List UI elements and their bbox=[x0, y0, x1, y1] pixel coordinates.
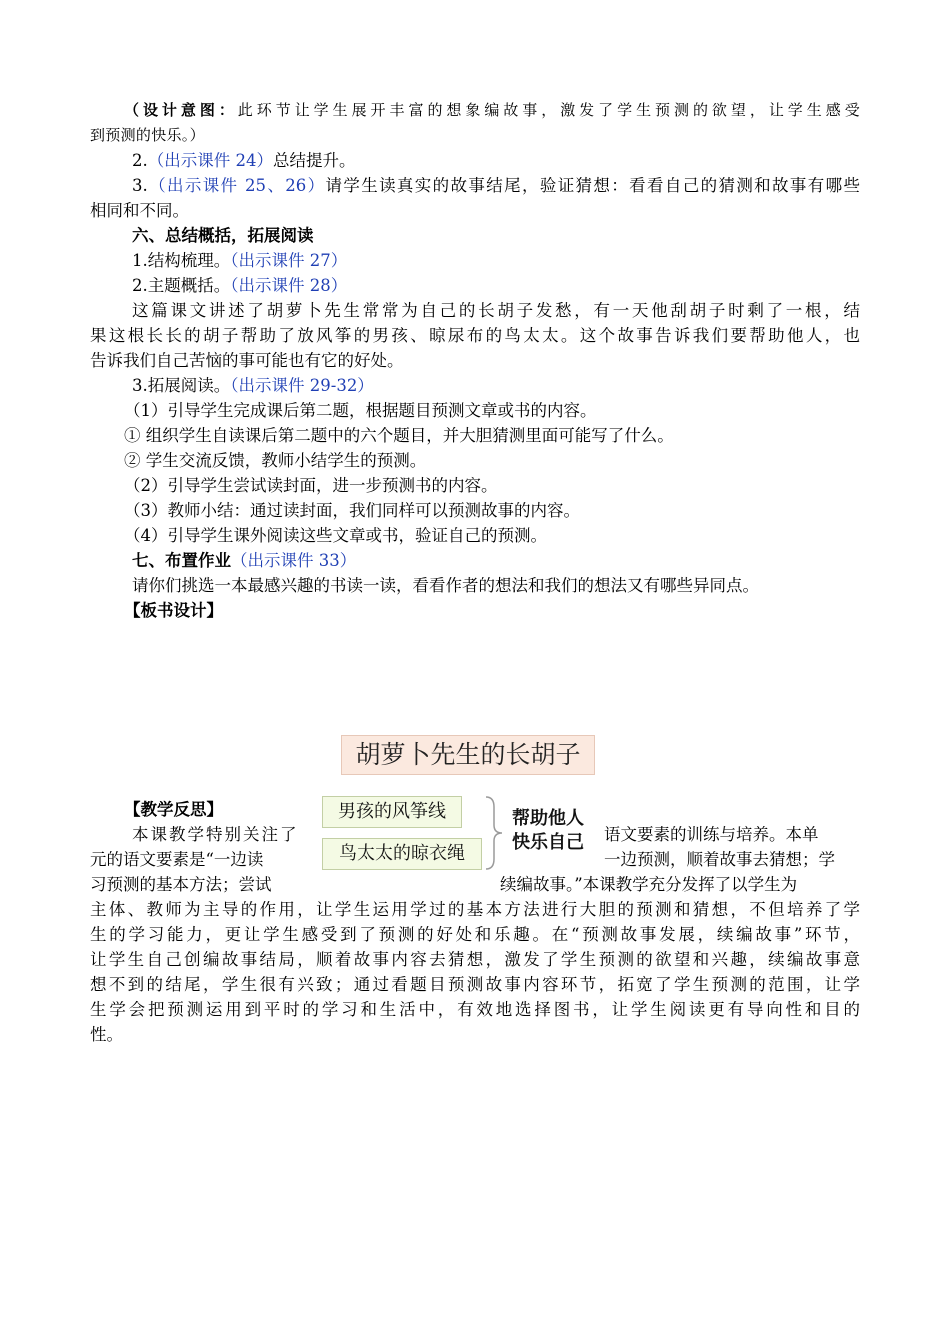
board-item-kite-string: 男孩的风筝线 bbox=[322, 796, 462, 828]
reflection-line-6: 让学生自己创编故事结局，顺着故事内容去猜想，激发了学生预测的欲望和兴趣，续编故事意 bbox=[90, 950, 860, 969]
lesson-plan-body bbox=[90, 98, 860, 623]
board-item-clothesline: 鸟太太的晾衣绳 bbox=[322, 838, 482, 870]
step-3-verify-cont: 相同和不同。 bbox=[90, 201, 189, 220]
board-title: 胡萝卜先生的长胡子 bbox=[341, 735, 595, 775]
task-1-sub-1: ① 组织学生自读课后第二题中的六个题目，并大胆猜测里面可能写了什么。 bbox=[124, 426, 674, 445]
reflection-line-7: 想不到的结尾，学生很有兴致；通过看题目预测故事内容环节，拓宽了学生预测的范围，让学 bbox=[90, 975, 860, 994]
homework-text: 请你们挑选一本最感兴趣的书读一读，看看作者的想法和我们的想法又有哪些异同点。 bbox=[132, 576, 759, 595]
step-3-verify: 3.（出示课件 25、26）请学生读真实的故事结尾，验证猜想：看看自己的猜测和故事有哪些 bbox=[132, 176, 860, 195]
section-7-heading: 七、布置作业（出示课件 33） bbox=[132, 551, 357, 570]
theme-summary: 2.主题概括。（出示课件 28） bbox=[132, 276, 348, 295]
design-intent-line-2: 到预测的快乐。） bbox=[90, 126, 205, 144]
reflection-heading: 【教学反思】 bbox=[124, 800, 223, 819]
summary-paragraph-line-1: 这篇课文讲述了胡萝卜先生常常为自己的长胡子发愁，有一天他刮胡子时剩了一根，结 bbox=[132, 301, 860, 320]
board-result-line-1: 帮助他人 bbox=[512, 808, 584, 829]
task-1: （1）引导学生完成课后第二题，根据题目预测文章或书的内容。 bbox=[124, 401, 597, 420]
section-6-heading: 六、总结概括，拓展阅读 bbox=[132, 226, 314, 245]
task-2: （2）引导学生尝试读封面，进一步预测书的内容。 bbox=[124, 476, 498, 495]
summary-paragraph-line-3: 告诉我们自己苦恼的事可能也有它的好处。 bbox=[90, 351, 404, 370]
board-result-line-2: 快乐自己 bbox=[512, 832, 584, 853]
reflection-line-4: 主体、教师为主导的作用，让学生运用学过的基本方法进行大胆的预测和猜想，不但培养了学 bbox=[90, 900, 860, 919]
task-4: （4）引导学生课外阅读这些文章或书，验证自己的预测。 bbox=[124, 526, 547, 545]
reflection-line-8: 生学会把预测运用到平时的学习和生活中，有效地选择图书，让学生阅读更有导向性和目的 bbox=[90, 1000, 860, 1019]
design-intent-line-1: （设计意图：此环节让学生展开丰富的想象编故事，激发了学生预测的欲望，让学生感受 bbox=[124, 101, 860, 119]
task-3: （3）教师小结：通过读封面，我们同样可以预测故事的内容。 bbox=[124, 501, 580, 520]
design-intent-label: （设计意图： bbox=[124, 101, 238, 119]
reflection-line-5: 生的学习能力，更让学生感受到了预测的好处和乐趣。在“预测故事发展，续编故事”环节， bbox=[90, 925, 860, 944]
structure-review: 1.结构梳理。（出示课件 27） bbox=[132, 251, 348, 270]
board-design-heading: 【板书设计】 bbox=[124, 601, 223, 620]
extended-reading: 3.拓展阅读。（出示课件 29-32） bbox=[132, 376, 374, 395]
task-1-sub-2: ② 学生交流反馈，教师小结学生的预测。 bbox=[124, 451, 427, 470]
step-2-summary: 2.（出示课件 24）总结提升。 bbox=[132, 151, 356, 170]
summary-paragraph-line-2: 果这根长长的胡子帮助了放风筝的男孩、晾尿布的鸟太太。这个故事告诉我们要帮助他人，也 bbox=[90, 326, 860, 345]
reflection-line-9: 性。 bbox=[90, 1025, 123, 1044]
